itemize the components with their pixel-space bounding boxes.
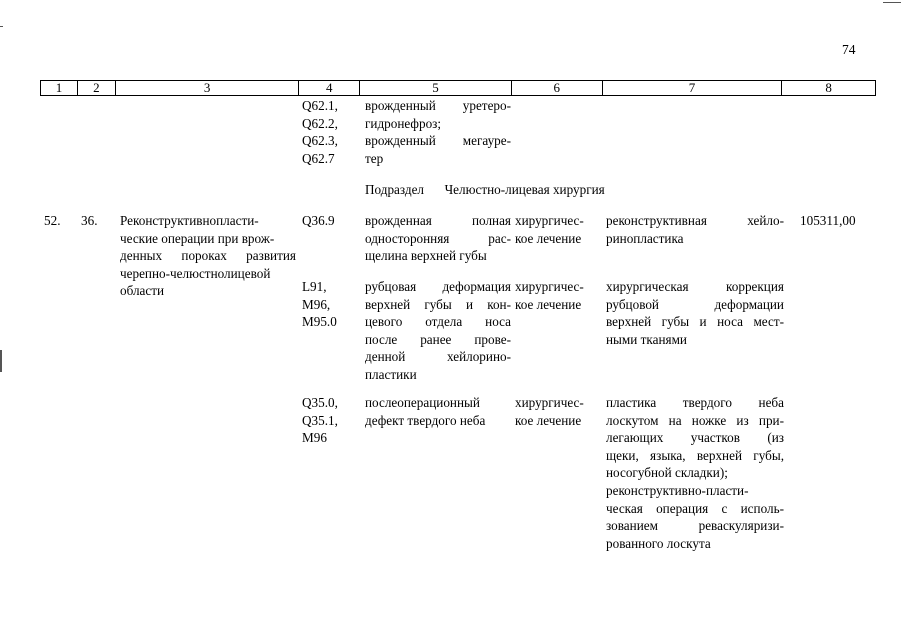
- scan-mark: [883, 2, 901, 3]
- diagnosis: [365, 212, 511, 265]
- icd-code: Q35.0,: [302, 395, 338, 410]
- icd-code: M96: [302, 430, 327, 446]
- diagnosis: [365, 394, 511, 429]
- icd-code: Q62.7: [302, 150, 335, 166]
- diagnosis-line: дефект твердого неба: [365, 412, 486, 428]
- method-line: носогубной складки);: [606, 465, 728, 481]
- method-line: щеки, языка, верхней губы,: [606, 447, 784, 463]
- subsection-title: [365, 181, 605, 199]
- group-number: 36.: [81, 213, 98, 228]
- care-type-line: области: [120, 283, 165, 299]
- treatment-line: кое лечение: [515, 230, 582, 246]
- row-number: 52.: [44, 213, 61, 228]
- method-line: ческая операция с исполь-: [606, 500, 784, 516]
- header-col-1: 1: [41, 81, 78, 95]
- header-col-2: 2: [78, 81, 116, 95]
- icd-code: M96,: [302, 296, 331, 312]
- treatment-type: [515, 394, 599, 429]
- method-line: реконструктивно-пласти-: [606, 482, 749, 498]
- method-line: реконструктивная хейло-: [606, 213, 784, 228]
- diagnosis: [365, 278, 511, 384]
- care-type-line: черепно-челюстнолицевой: [120, 265, 271, 281]
- icd-code: Q62.1,: [302, 98, 338, 113]
- treatment-method: [606, 394, 784, 552]
- care-type-line: денных пороках развития: [120, 248, 296, 264]
- treatment-line: кое лечение: [515, 412, 582, 428]
- method-line: легающих участков (из: [606, 430, 784, 446]
- scan-mark: [0, 350, 2, 372]
- method-line: рованного лоскута: [606, 535, 711, 551]
- method-line: лоскутом на ножке из при-: [606, 412, 784, 428]
- treatment-line: хирургичес-: [515, 279, 584, 294]
- icd-code: M95.0: [302, 314, 337, 330]
- icd-code: L91,: [302, 279, 327, 294]
- treatment-type: [515, 212, 599, 247]
- icd-codes: [302, 212, 335, 230]
- method-line: ными тканями: [606, 331, 687, 347]
- continuation-diagnosis: [365, 97, 511, 167]
- diagnosis-line: щелина верхней губы: [365, 248, 487, 264]
- diagnosis-line: послеоперационный: [365, 395, 480, 410]
- page-number: 74: [842, 42, 856, 57]
- icd-code: Q62.2,: [302, 115, 338, 131]
- treatment-type: [515, 278, 599, 313]
- header-col-6: 6: [512, 81, 603, 95]
- header-col-7: 7: [603, 81, 783, 95]
- icd-code: Q62.3,: [302, 133, 338, 149]
- diagnosis-line: денной хейлорино-: [365, 349, 511, 365]
- subsection-name: Челюстно-лицевая хирургия: [444, 182, 605, 197]
- subsection-label: Подраздел: [365, 182, 425, 197]
- method-line: ринопластика: [606, 230, 684, 246]
- treatment-line: хирургичес-: [515, 395, 584, 410]
- treatment-line: кое лечение: [515, 296, 582, 312]
- diagnosis-line: цевого отдела носа: [365, 314, 511, 330]
- care-type-line: Реконструктивнопласти-: [120, 213, 259, 228]
- method-line: верхней губы и носа мест-: [606, 314, 784, 330]
- cost-norm: 105311,00: [800, 213, 856, 228]
- care-type-name: [120, 212, 296, 300]
- icd-code: Q35.1,: [302, 412, 338, 428]
- care-type-line: ческие операции при врож-: [120, 230, 275, 246]
- method-line: зованием реваскуляризи-: [606, 518, 784, 534]
- scan-mark: [0, 26, 3, 27]
- header-col-5: 5: [360, 81, 512, 95]
- icd-code: Q36.9: [302, 213, 335, 228]
- diagnosis-line: врожденный мегауре-: [365, 133, 511, 149]
- header-col-3: 3: [116, 81, 300, 95]
- diagnosis-line: односторонняя рас-: [365, 230, 511, 246]
- diagnosis-line: врожденная полная: [365, 213, 511, 228]
- treatment-method: [606, 212, 784, 247]
- diagnosis-line: пластики: [365, 366, 417, 382]
- icd-codes: [302, 394, 338, 447]
- method-line: рубцовой деформации: [606, 296, 784, 312]
- continuation-codes: [302, 97, 358, 167]
- treatment-line: хирургичес-: [515, 213, 584, 228]
- method-line: пластика твердого неба: [606, 395, 784, 410]
- method-line: хирургическая коррекция: [606, 279, 784, 294]
- diagnosis-line: тер: [365, 150, 384, 166]
- header-col-8: 8: [825, 80, 832, 95]
- column-number-header: [40, 80, 876, 96]
- diagnosis-line: врожденный уретеро-: [365, 98, 511, 113]
- diagnosis-line: гидронефроз;: [365, 115, 442, 131]
- icd-codes: [302, 278, 337, 331]
- diagnosis-line: после ранее прове-: [365, 331, 511, 347]
- diagnosis-line: верхней губы и кон-: [365, 296, 511, 312]
- diagnosis-line: рубцовая деформация: [365, 279, 511, 294]
- header-col-4: 4: [299, 81, 360, 95]
- treatment-method: [606, 278, 784, 348]
